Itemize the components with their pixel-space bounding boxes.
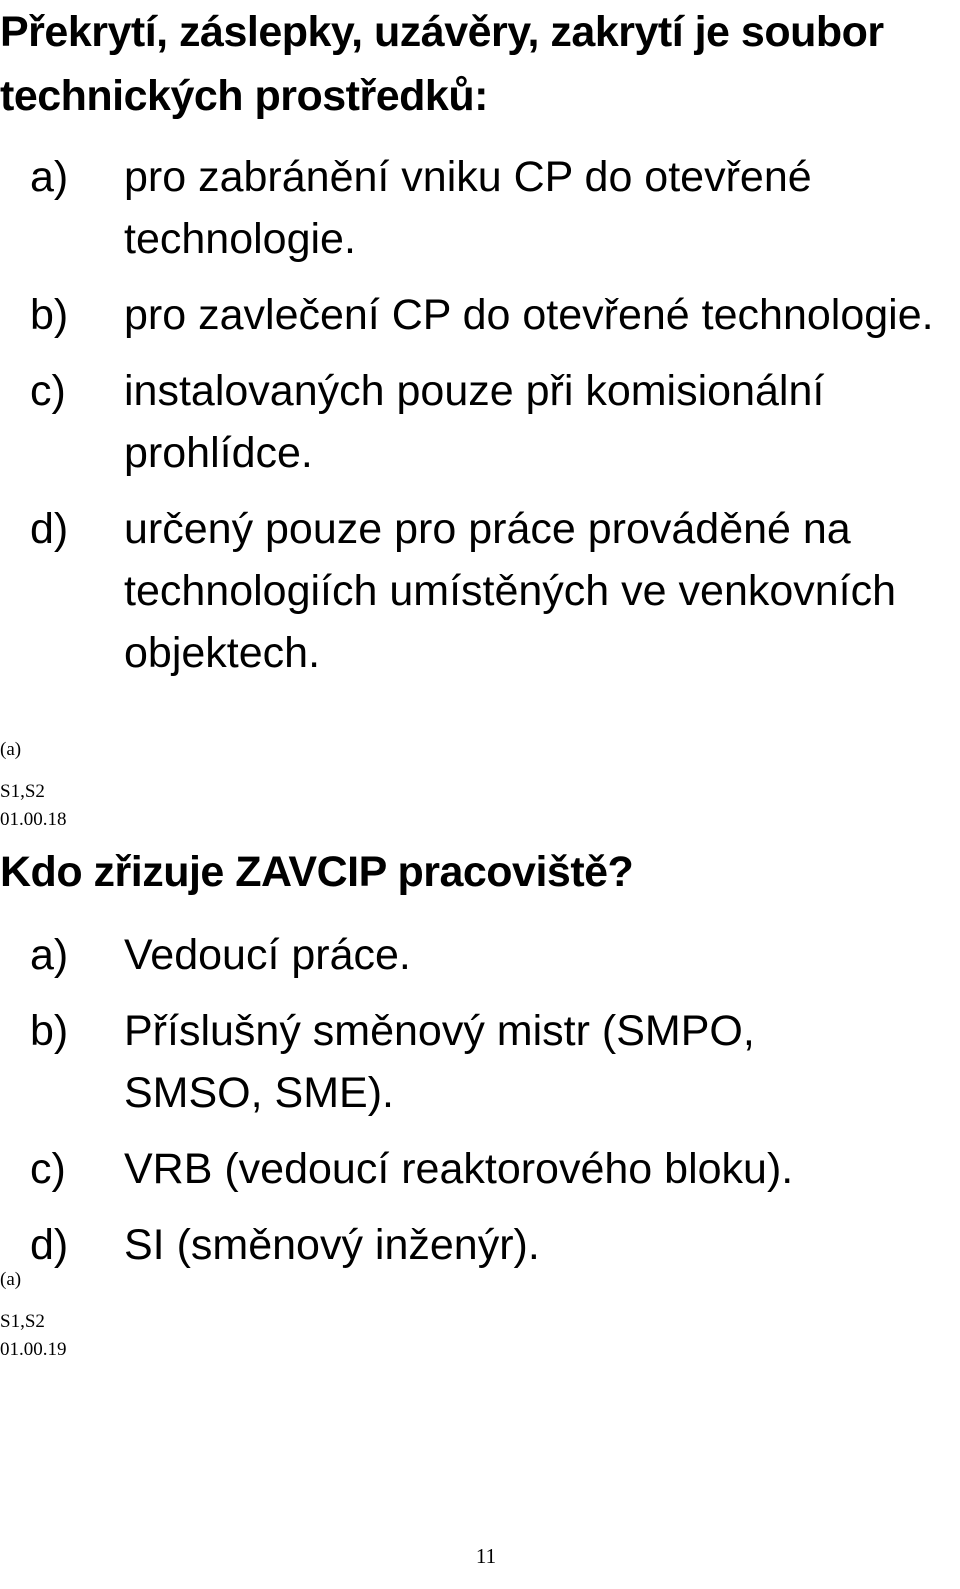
question-groups: S1,S2 [0,781,45,802]
answer-option-d [0,498,950,684]
answer-letter: c) [30,1145,66,1193]
answer-letter: a) [30,153,69,201]
answer-text: instalovaných pouze při komisionální prohlídce. [124,367,825,477]
question-1 [0,0,950,684]
answer-option-a [0,146,950,270]
answer-letter: b) [30,291,69,339]
answer-text: Vedoucí práce. [124,931,411,979]
page-number: 11 [475,1544,497,1568]
answer-text: pro zabránění vniku CP do otevřené technologie. [124,153,812,263]
answer-option-b [0,1000,824,1124]
answer-letter: d) [30,1221,69,1269]
answer-text: Příslušný směnový mistr (SMPO, SMSO, SME). [124,1007,755,1117]
answer-text: SI (směnový inženýr). [124,1221,540,1269]
question-2 [0,840,950,1276]
answer-letter: c) [30,367,66,415]
question-title: Kdo zřizuje ZAVCIP pracoviště? [0,848,634,896]
answer-option-d [0,1214,950,1276]
correct-answer: (a) [0,739,22,760]
answer-option-b [0,284,950,346]
answer-letter: d) [30,505,69,553]
question-groups: S1,S2 [0,1311,45,1332]
question-code: 01.00.19 [0,1339,67,1360]
question-title: Překrytí, záslepky, uzávěry, zakrytí je soubor technických prostředků: [0,8,884,120]
answer-letter: b) [30,1007,69,1055]
answer-option-a [0,924,950,986]
question-meta [0,736,67,834]
answer-text: pro zavlečení CP do otevřené technologie. [124,291,934,339]
answer-text: určený pouze pro práce prováděné na technologiích umístěných ve venkovních objektech. [124,505,897,677]
question-meta [0,1266,67,1364]
answer-option-c [0,360,950,484]
question-code: 01.00.18 [0,809,67,830]
answer-option-c [0,1138,950,1200]
answer-letter: a) [30,931,69,979]
correct-answer: (a) [0,1269,22,1290]
answer-text: VRB (vedoucí reaktorového bloku). [124,1145,794,1193]
